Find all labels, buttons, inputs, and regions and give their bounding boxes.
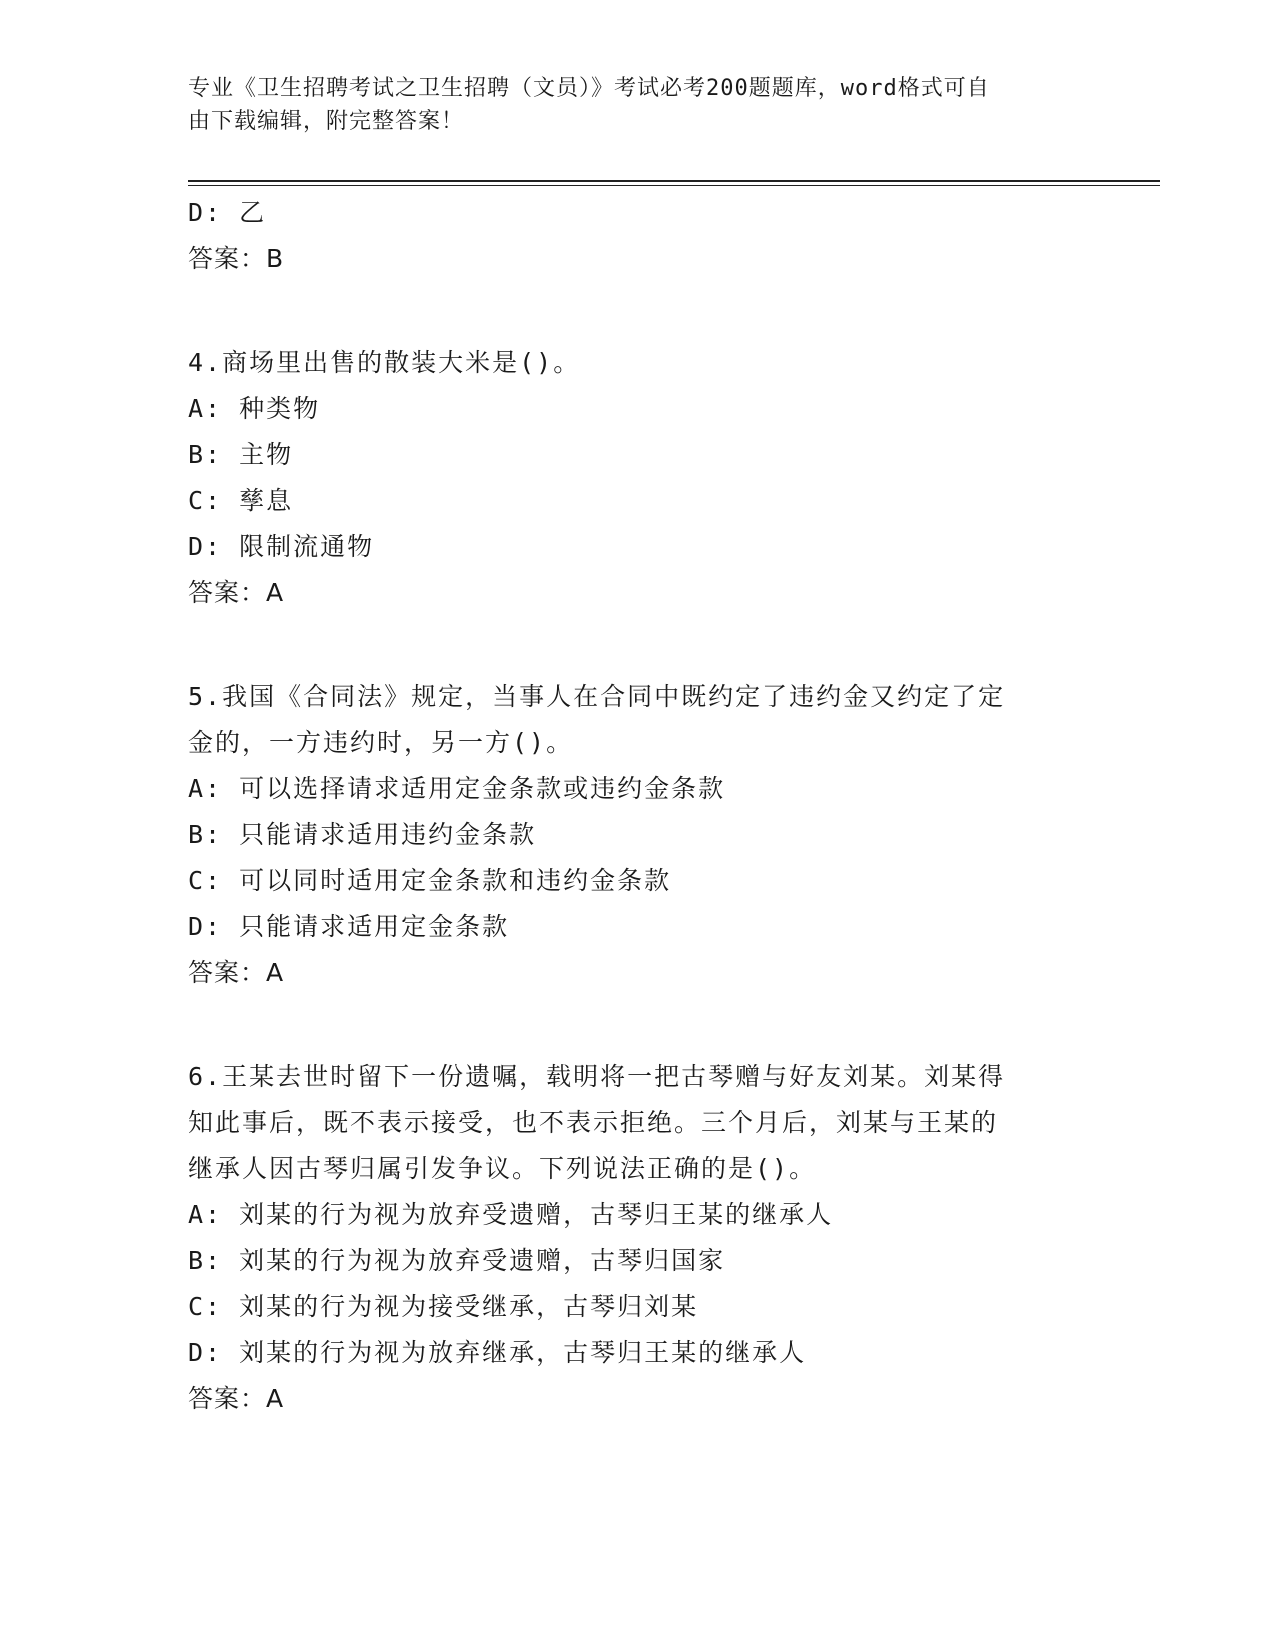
option-d: D: 限制流通物: [188, 532, 375, 561]
question-3-tail: [188, 190, 1088, 282]
document-header: [188, 72, 1068, 138]
question-stem-line-2: 知此事后，既不表示接受，也不表示拒绝。三个月后，刘某与王某的: [188, 1108, 999, 1137]
header-divider-thick: [188, 180, 1160, 182]
question-stem-line-1: 5.我国《合同法》规定，当事人在合同中既约定了违约金又约定了定: [188, 682, 1006, 711]
option-c: C: 刘某的行为视为接受继承，古琴归刘某: [188, 1292, 699, 1321]
question-4: [188, 340, 1088, 616]
option-c: C: 孳息: [188, 486, 294, 515]
option-b: B: 刘某的行为视为放弃受遗赠，古琴归国家: [188, 1246, 726, 1275]
option-d: D: 只能请求适用定金条款: [188, 912, 510, 941]
answer-label: 答案：A: [188, 578, 285, 607]
answer-label: 答案：A: [188, 958, 285, 987]
question-6: [188, 1054, 1088, 1422]
question-5: [188, 674, 1088, 996]
answer-label: 答案：A: [188, 1384, 285, 1413]
question-stem-line-1: 6.王某去世时留下一份遗嘱，载明将一把古琴赠与好友刘某。刘某得: [188, 1062, 1006, 1091]
header-title-line-1: 专业《卫生招聘考试之卫生招聘（文员）》考试必考200题题库，word格式可自: [188, 76, 990, 101]
header-divider-thin: [188, 185, 1160, 186]
option-d: D: 乙: [188, 198, 267, 227]
option-b: B: 主物: [188, 440, 294, 469]
answer-label: 答案：B: [188, 244, 285, 273]
option-d: D: 刘某的行为视为放弃继承，古琴归王某的继承人: [188, 1338, 807, 1367]
option-c: C: 可以同时适用定金条款和违约金条款: [188, 866, 672, 895]
header-title-line-2: 由下载编辑，附完整答案！: [188, 109, 465, 134]
question-list: [188, 190, 1088, 1422]
option-a: A: 种类物: [188, 394, 321, 423]
question-stem-line-3: 继承人因古琴归属引发争议。下列说法正确的是()。: [188, 1154, 817, 1183]
question-stem: 4.商场里出售的散装大米是()。: [188, 348, 581, 377]
option-a: A: 可以选择请求适用定金条款或违约金条款: [188, 774, 726, 803]
option-b: B: 只能请求适用违约金条款: [188, 820, 537, 849]
option-a: A: 刘某的行为视为放弃受遗赠，古琴归王某的继承人: [188, 1200, 834, 1229]
question-stem-line-2: 金的，一方违约时，另一方()。: [188, 728, 574, 757]
